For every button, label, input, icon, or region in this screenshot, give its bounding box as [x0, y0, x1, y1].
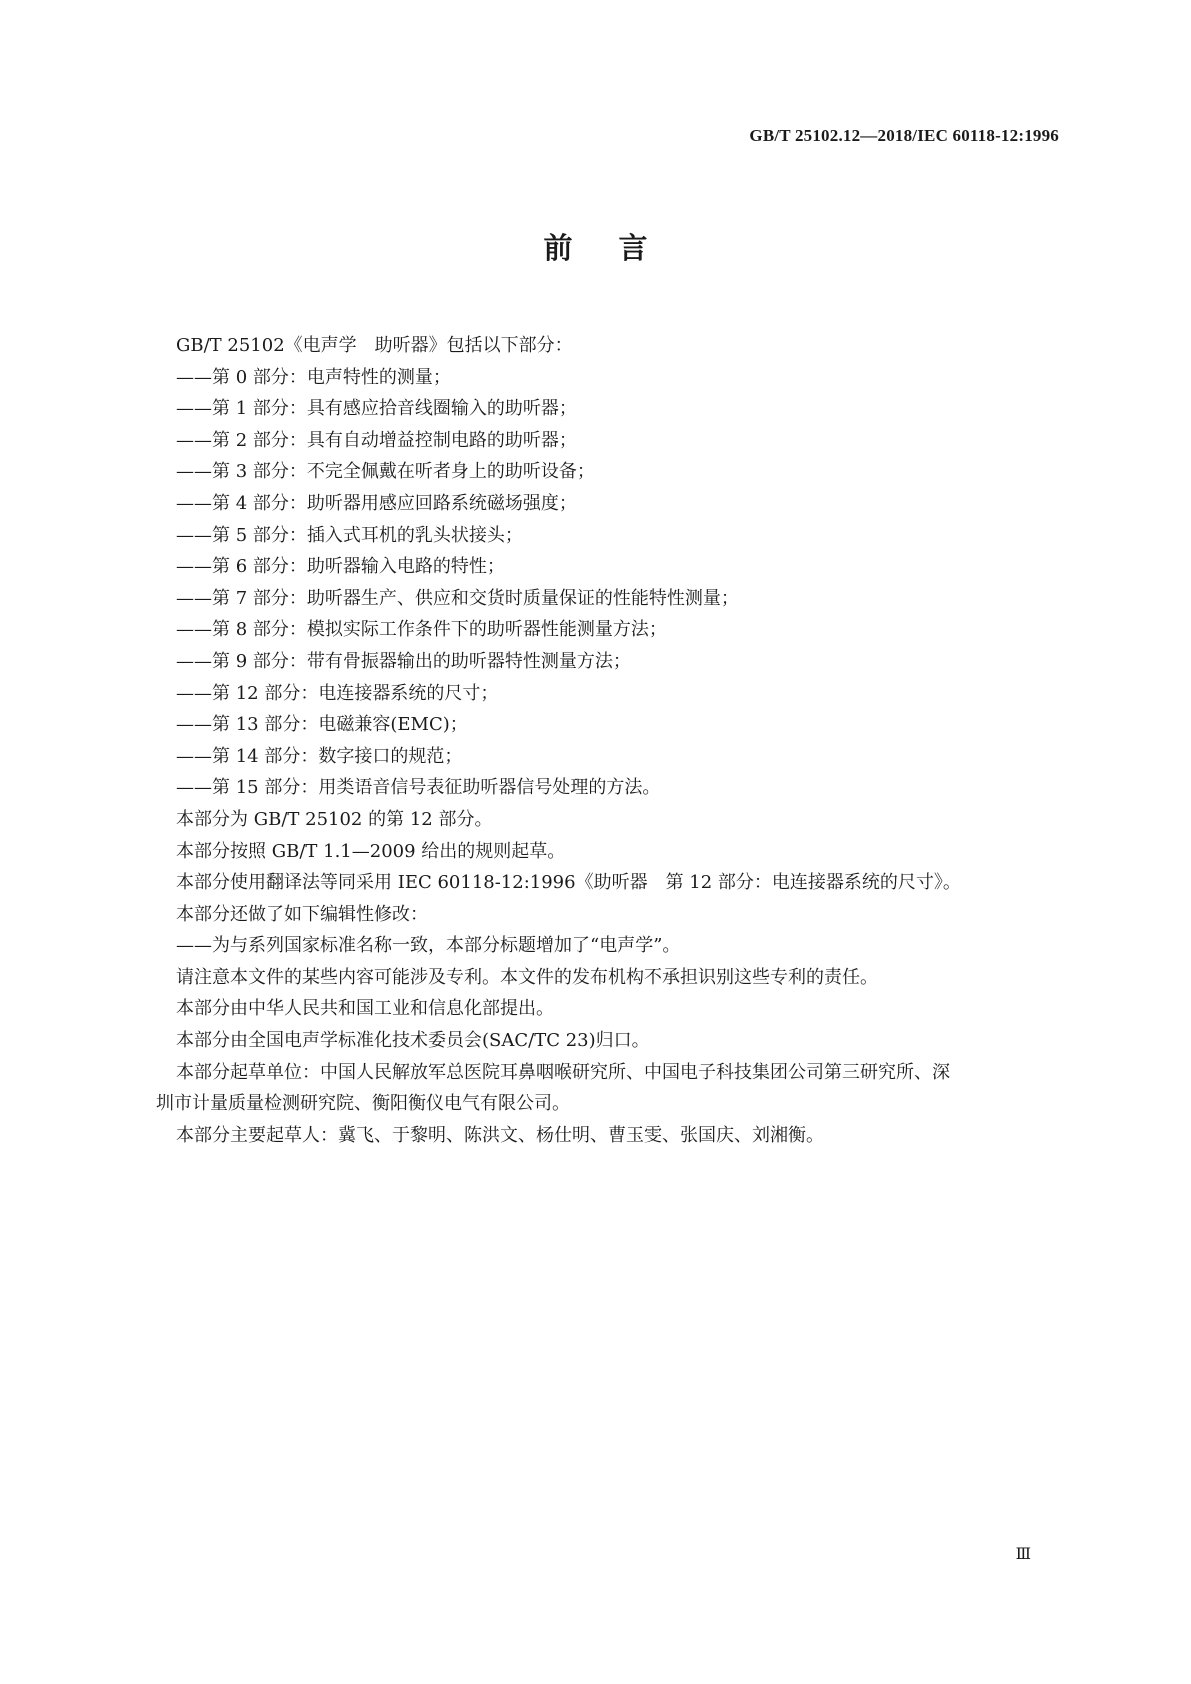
part-list-item: ——第 4 部分：助听器用感应回路系统磁场强度；: [176, 492, 577, 514]
part-list-item: ——第 12 部分：电连接器系统的尺寸；: [176, 682, 499, 704]
part-list-item: ——第 3 部分：不完全佩戴在听者身上的助听设备；: [176, 461, 595, 483]
part-list-item: ——第 8 部分：模拟实际工作条件下的助听器性能测量方法；: [176, 619, 667, 641]
part-list-item: ——第 6 部分：助听器输入电路的特性；: [176, 556, 505, 578]
page-title: 前言: [543, 231, 694, 265]
part-list-item: ——第 15 部分：用类语音信号表征助听器信号处理的方法。: [176, 777, 661, 799]
paragraph-part-number: 本部分为 GB/T 25102 的第 12 部分。: [176, 808, 493, 830]
paragraph-editorial-changes: 本部分还做了如下编辑性修改：: [176, 903, 428, 925]
part-list-item: ——第 1 部分：具有感应拾音线圈输入的助听器；: [176, 398, 577, 420]
part-list-item: ——第 0 部分：电声特性的测量；: [176, 366, 451, 388]
paragraph-adoption: 本部分使用翻译法等同采用 IEC 60118-12:1996《助听器 第 12 部分：电连接器系统的尺寸》。: [176, 872, 961, 894]
part-list-item: ——第 2 部分：具有自动增益控制电路的助听器；: [176, 429, 577, 451]
part-list-item: ——第 13 部分：电磁兼容(EMC)；: [176, 714, 468, 736]
standard-code-header: GB/T 25102.12—2018/IEC 60118-12:1996: [749, 126, 1059, 145]
editorial-change-item: ——为与系列国家标准名称一致，本部分标题增加了“电声学”。: [176, 935, 681, 957]
part-list-item: ——第 9 部分：带有骨振器输出的助听器特性测量方法；: [176, 650, 631, 672]
part-list-item: ——第 14 部分：数字接口的规范；: [176, 745, 463, 767]
paragraph-drafting-organizations: [156, 1057, 1066, 1120]
paragraph-drafters: 本部分主要起草人：冀飞、于黎明、陈洪文、杨仕明、曹玉雯、张国庆、刘湘衡。: [176, 1124, 824, 1146]
paragraph-administrator: 本部分由全国电声学标准化技术委员会(SAC/TC 23)归口。: [176, 1030, 650, 1052]
drafting-organizations-line-1: 本部分起草单位：中国人民解放军总医院耳鼻咽喉研究所、中国电子科技集团公司第三研究所、深: [176, 1061, 950, 1083]
paragraph-drafting-rules: 本部分按照 GB/T 1.1—2009 给出的规则起草。: [176, 840, 566, 862]
drafting-organizations-line-2: 圳市计量质量检测研究院、衡阳衡仪电气有限公司。: [156, 1093, 570, 1115]
part-list-item: ——第 7 部分：助听器生产、供应和交货时质量保证的性能特性测量；: [176, 587, 739, 609]
paragraph-proposer: 本部分由中华人民共和国工业和信息化部提出。: [176, 998, 554, 1020]
part-list-item: ——第 5 部分：插入式耳机的乳头状接头；: [176, 524, 523, 546]
intro-paragraph: GB/T 25102《电声学 助听器》包括以下部分：: [176, 335, 573, 356]
page-number: Ⅲ: [1015, 1546, 1031, 1563]
paragraph-patent-notice: 请注意本文件的某些内容可能涉及专利。本文件的发布机构不承担识别这些专利的责任。: [176, 966, 878, 988]
foreword-body: [156, 330, 1066, 1151]
